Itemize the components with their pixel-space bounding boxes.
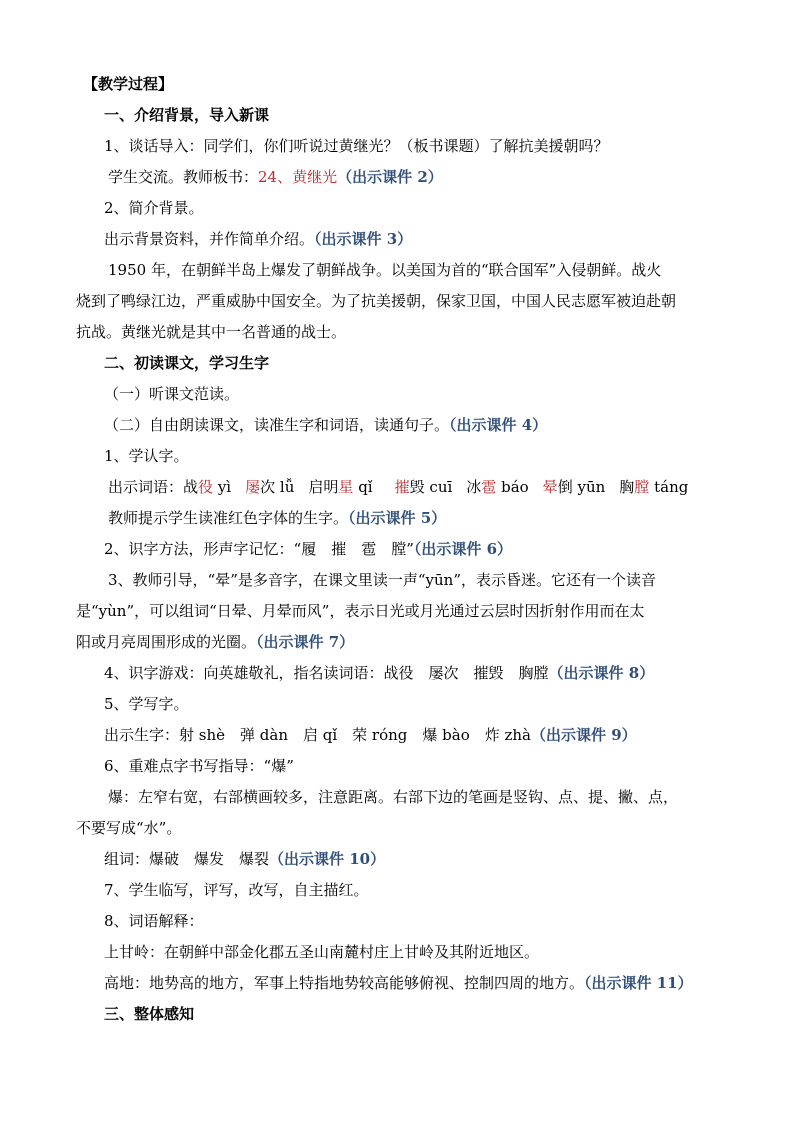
courseware-ref: （出示课件 10） — [269, 850, 386, 868]
section-heading: 【教学过程】 — [83, 75, 174, 93]
pinyin: lǚ — [279, 478, 295, 496]
text: 2、识字方法，形声字记忆：“履 摧 雹 膛” — [104, 540, 414, 558]
paragraph — [0, 166, 794, 188]
vocab-word: 屡次 lǚ — [245, 478, 295, 496]
paragraph-line: 烧到了鸭绿江边，严重威胁中国安全。为了抗美援朝，保家卫国，中国人民志愿军被迫赴朝 — [76, 292, 677, 310]
vocab-word: 战役 yì — [183, 478, 232, 496]
paragraph: 1、学认字。 — [104, 447, 189, 465]
paragraph: 2、简介背景。 — [104, 199, 204, 217]
text: 学生交流。教师板书： — [108, 168, 259, 186]
vocab-word: 胸膛 táng — [619, 478, 689, 496]
paragraph-line: 3、教师引导，“晕”是多音字，在课文里读一声“yūn”，表示昏迷。它还有一个读音 — [108, 571, 657, 589]
vocab-word: 冰雹 báo — [466, 478, 529, 496]
paragraph: 7、学生临写，评写，改写，自主描红。 — [104, 881, 369, 899]
paragraph — [0, 507, 794, 529]
text: 出示背景资料，并作简单介绍。 — [104, 230, 315, 248]
paragraph: 5、学写字。 — [104, 695, 189, 713]
paragraph — [0, 848, 794, 870]
vocab-word: 摧毁 cuī — [394, 478, 453, 496]
pinyin: yì — [217, 478, 232, 496]
vocab-word: 晕倒 yūn — [542, 478, 606, 496]
courseware-ref: （出示课件 9） — [531, 726, 637, 744]
text: 阳或月亮周围形成的光圈。 — [76, 633, 257, 651]
paragraph — [0, 228, 794, 250]
paragraph: 6、重难点字书写指导：“爆” — [104, 757, 294, 775]
courseware-ref: （出示课件 2） — [337, 168, 443, 186]
paragraph: （一）听课文范读。 — [104, 385, 240, 403]
paragraph-line: 1950 年，在朝鲜半岛上爆发了朝鲜战争。以美国为首的“联合国军”入侵朝鲜。战火 — [108, 261, 662, 279]
paragraph — [0, 724, 794, 746]
courseware-ref: （出示课件 11） — [584, 974, 693, 992]
vocabulary-label: 出示词语： — [108, 478, 184, 496]
courseware-ref: （出示课件 6） — [413, 540, 513, 558]
text: 组词：爆破 爆发 爆裂 — [104, 850, 270, 868]
pinyin: qǐ — [358, 478, 373, 496]
paragraph: 1、谈话导入：同学们，你们听说过黄继光？（板书课题）了解抗美援朝吗？ — [104, 137, 609, 155]
lesson-title-text: 24、黄继光 — [258, 168, 338, 186]
text: 教师提示学生读准红色字体的生字。 — [108, 509, 349, 527]
pinyin: táng — [654, 478, 689, 496]
paragraph — [0, 662, 794, 684]
text: 4、识字游戏：向英雄敬礼，指名读词语：战役 屡次 摧毁 胸膛 — [104, 664, 549, 682]
paragraph-line: 不要写成“水”。 — [76, 819, 182, 837]
vocabulary-list — [0, 476, 794, 498]
section-3-title: 三、整体感知 — [104, 1005, 195, 1023]
paragraph-line: 是“yùn”，可以组词“日晕、月晕而风”，表示日光或月光通过云层时因折射作用而在太 — [76, 602, 645, 620]
text: 高地：地势高的地方，军事上特指地势较高能够俯视、控制四周的地方。 — [104, 974, 585, 992]
text: （二）自由朗读课文，读准生字和词语，读通句子。 — [104, 416, 450, 434]
paragraph — [0, 414, 794, 436]
courseware-ref: （出示课件 4） — [449, 416, 548, 434]
courseware-ref: （出示课件 3） — [314, 230, 413, 248]
section-1-title: 一、介绍背景，导入新课 — [104, 106, 270, 124]
courseware-ref: （出示课件 5） — [348, 509, 447, 527]
paragraph-line — [0, 631, 794, 653]
pinyin: yūn — [577, 478, 606, 496]
paragraph — [0, 538, 794, 560]
paragraph: 上甘岭：在朝鲜中部金化郡五圣山南麓村庄上甘岭及其附近地区。 — [104, 943, 540, 961]
pinyin: cuī — [429, 478, 453, 496]
paragraph: 8、词语解释： — [104, 912, 204, 930]
vocab-word: 启明星 qǐ — [308, 478, 373, 496]
paragraph-line: 爆：左窄右宽，右部横画较多，注意距离。右部下边的笔画是竖钩、点、提、撇、点， — [108, 788, 679, 806]
section-2-title: 二、初读课文，学习生字 — [104, 354, 270, 372]
courseware-ref: （出示课件 8） — [548, 664, 655, 682]
pinyin: báo — [501, 478, 529, 496]
paragraph — [0, 972, 794, 994]
courseware-ref: （出示课件 7） — [256, 633, 355, 651]
paragraph-line: 抗战。黄继光就是其中一名普通的战士。 — [76, 323, 347, 341]
text: 出示生字：射 shè 弹 dàn 启 qǐ 荣 róng 爆 bào 炸 zhà — [104, 726, 531, 744]
